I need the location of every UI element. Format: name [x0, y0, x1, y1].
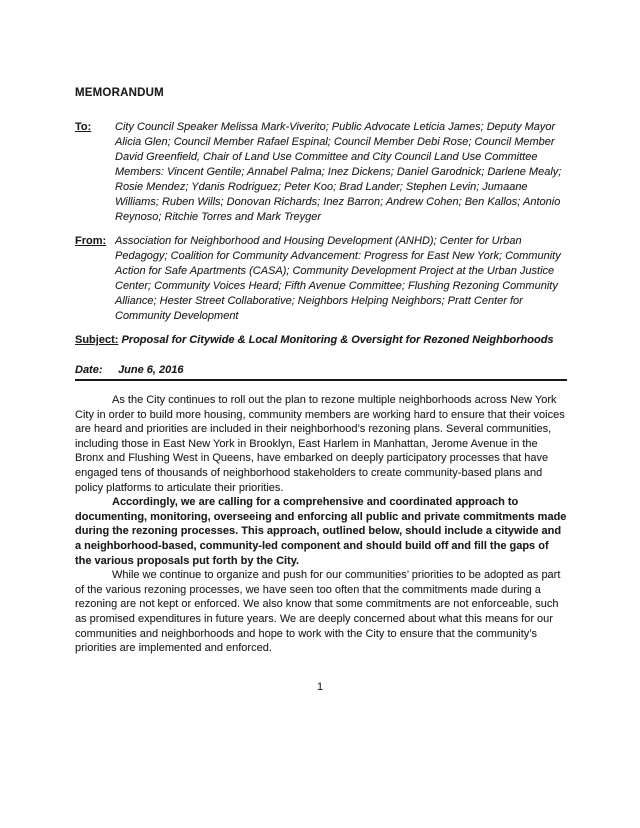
memo-header-fields	[75, 120, 567, 378]
subject-label: Subject:	[75, 334, 119, 346]
header-divider	[75, 379, 567, 381]
date-label: Date:	[75, 364, 103, 376]
from-value: Association for Neighborhood and Housing Development (ANHD); Center for Urban Pedagogy; Coalition for Community Advancement: Progress for East New York; Community Action for Safe Apartments (CASA); Community Development Project at the Urban Justice Center; Community Voices Heard; Fifth Avenue Committee; Flushing Rezoning Community Alliance; Hester Street Collaborative; Neighbors Helping Neighbors; Pratt Center for Community Development	[115, 235, 561, 322]
field-from	[75, 234, 567, 324]
body-paragraph-2: Accordingly, we are calling for a comprehensive and coordinated approach to documenting, monitoring, overseeing and enforcing all public and private commitments made during the rezoning processes. This approach, outlined below, should include a citywide and a neighborhood-based, community-led component and should build off and fill the gaps of the various proposals put forth by the City.	[75, 496, 567, 567]
field-date	[75, 363, 567, 378]
page-number: 1	[316, 681, 324, 693]
to-value: City Council Speaker Melissa Mark-Viverito; Public Advocate Leticia James; Deputy Mayor Alicia Glen; Council Member Rafael Espinal; Council Member Debi Rose; Council Member David Greenfield, Chair of Land Use Committee and City Council Land Use Committee Members: Vincent Gentile; Annabel Palma; Inez Dickens; Daniel Garodnick; Darlene Mealy; Rosie Mendez; Ydanis Rodriguez; Peter Koo; Brad Lander; Stephen Levin; Jumaane Williams; Ruben Wills; Donovan Richards; Inez Barron; Andrew Cohen; Ben Kallos; Antonio Reynoso; Ritchie Torres and Mark Treyger	[115, 121, 562, 223]
from-label: From:	[75, 235, 107, 247]
field-to	[75, 120, 567, 225]
to-label: To:	[75, 121, 92, 133]
memo-title: MEMORANDUM	[75, 87, 164, 99]
field-subject	[75, 333, 567, 348]
memo-body	[75, 393, 567, 656]
memo-content	[75, 86, 567, 656]
subject-value: Proposal for Citywide & Local Monitoring & Oversight for Rezoned Neighborhoods	[121, 334, 554, 346]
body-paragraph-3: While we continue to organize and push for our communities’ priorities to be adopted as part of the various rezoning processes, we have seen too often that the commitments made during a rezoning are not kept or enforced. We also know that some commitments are not enforceable, such as promised expenditures in future years. We are deeply concerned about what this means for our communities and neighborhoods and hope to work with the City to ensure that the community’s priorities are implemented and enforced.	[75, 569, 561, 655]
body-paragraph-1: As the City continues to roll out the plan to rezone multiple neighborhoods across New York City in order to build more housing, community members are working hard to ensure that their voices are heard and priorities are included in their neighborhood’s rezoning plans. Several communities, including those in East New York in Brooklyn, East Harlem in Manhattan, Jerome Avenue in the Bronx and Flushing West in Queens, have embarked on deeply participatory processes that have engaged tens of thousands of neighborhood stakeholders to create community-based plans and policy platforms to articulate their priorities.	[75, 394, 565, 494]
date-value: June 6, 2016	[118, 364, 184, 376]
